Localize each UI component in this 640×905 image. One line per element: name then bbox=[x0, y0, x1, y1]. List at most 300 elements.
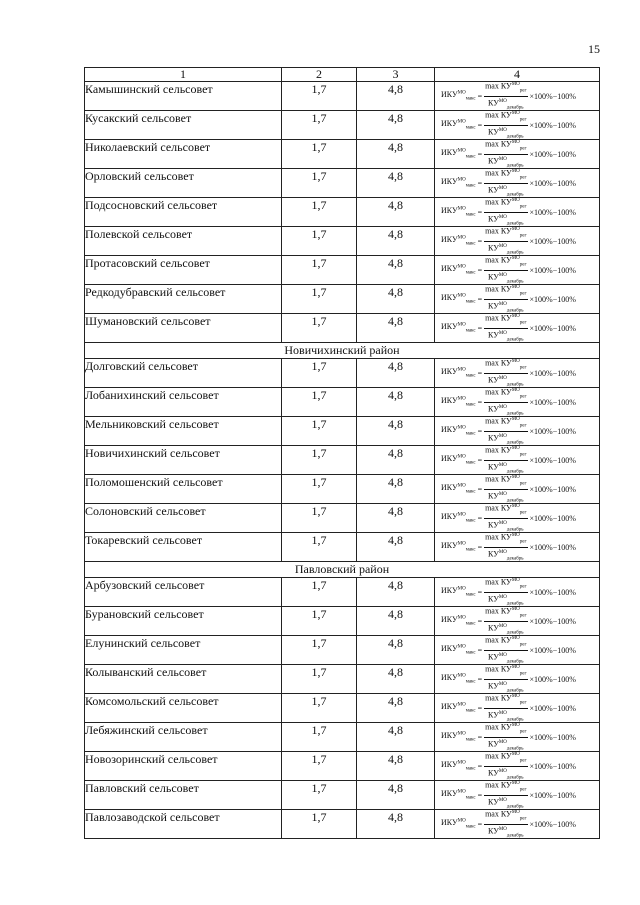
formula-fraction bbox=[484, 502, 527, 534]
formula-equals: = bbox=[477, 819, 483, 829]
formula-cell bbox=[435, 82, 600, 111]
value-col-3: 4,8 bbox=[357, 285, 435, 314]
value-col-3: 4,8 bbox=[357, 607, 435, 636]
formula-equals: = bbox=[477, 323, 483, 333]
settlement-name: Полевской сельсовет bbox=[85, 227, 282, 256]
formula-cell bbox=[435, 256, 600, 285]
formula-cell bbox=[435, 140, 600, 169]
value-col-3: 4,8 bbox=[357, 140, 435, 169]
index-formula bbox=[435, 533, 599, 561]
formula-tail: ×100%−100% bbox=[529, 616, 576, 626]
value-col-2: 1,7 bbox=[282, 446, 357, 475]
formula-numerator: $\max КУ^{МО}_{рег}$ bbox=[484, 386, 527, 402]
table-row bbox=[85, 256, 600, 285]
value-col-2: 1,7 bbox=[282, 781, 357, 810]
formula-tail: ×100%−100% bbox=[529, 323, 576, 333]
value-col-2: 1,7 bbox=[282, 504, 357, 533]
formula-tail: ×100%−100% bbox=[529, 178, 576, 188]
formula-lhs: $ИКУ^{МО}_{макс}$ bbox=[441, 702, 476, 714]
formula-equals: = bbox=[477, 426, 483, 436]
formula-equals: = bbox=[477, 265, 483, 275]
index-formula bbox=[435, 169, 599, 197]
value-col-3: 4,8 bbox=[357, 723, 435, 752]
value-col-2: 1,7 bbox=[282, 82, 357, 111]
formula-equals: = bbox=[477, 616, 483, 626]
formula-fraction bbox=[484, 196, 527, 228]
value-col-2: 1,7 bbox=[282, 665, 357, 694]
formula-equals: = bbox=[477, 645, 483, 655]
formula-lhs: $ИКУ^{МО}_{макс}$ bbox=[441, 615, 476, 627]
table-row bbox=[85, 504, 600, 533]
index-formula bbox=[435, 111, 599, 139]
index-formula bbox=[435, 227, 599, 255]
formula-denominator: $КУ^{МО}_{декабрь}$ bbox=[488, 491, 524, 503]
region-header-row bbox=[85, 562, 600, 578]
table-row bbox=[85, 533, 600, 562]
header-col-3: 3 bbox=[357, 68, 435, 82]
formula-tail: ×100%−100% bbox=[529, 703, 576, 713]
formula-denominator: $КУ^{МО}_{декабрь}$ bbox=[488, 330, 524, 342]
formula-equals: = bbox=[477, 207, 483, 217]
formula-cell bbox=[435, 810, 600, 839]
settlement-name: Шумановский сельсовет bbox=[85, 314, 282, 343]
value-col-2: 1,7 bbox=[282, 388, 357, 417]
formula-cell bbox=[435, 752, 600, 781]
table-row bbox=[85, 82, 600, 111]
value-col-2: 1,7 bbox=[282, 256, 357, 285]
settlement-name: Протасовский сельсовет bbox=[85, 256, 282, 285]
formula-denominator: $КУ^{МО}_{декабрь}$ bbox=[488, 549, 524, 561]
formula-denominator: $КУ^{МО}_{декабрь}$ bbox=[488, 214, 524, 226]
formula-numerator: $\max КУ^{МО}_{рег}$ bbox=[484, 138, 527, 154]
value-col-3: 4,8 bbox=[357, 752, 435, 781]
formula-lhs: $ИКУ^{МО}_{макс}$ bbox=[441, 206, 476, 218]
value-col-3: 4,8 bbox=[357, 198, 435, 227]
table-row bbox=[85, 446, 600, 475]
formula-fraction bbox=[484, 444, 527, 476]
index-formula bbox=[435, 810, 599, 838]
formula-cell bbox=[435, 578, 600, 607]
value-col-2: 1,7 bbox=[282, 533, 357, 562]
value-col-2: 1,7 bbox=[282, 694, 357, 723]
index-formula bbox=[435, 781, 599, 809]
settlement-name: Солоновский сельсовет bbox=[85, 504, 282, 533]
formula-fraction bbox=[484, 692, 527, 724]
page-number: 15 bbox=[588, 42, 600, 56]
formula-numerator: $\max КУ^{МО}_{рег}$ bbox=[484, 444, 527, 460]
value-col-3: 4,8 bbox=[357, 446, 435, 475]
table-row bbox=[85, 417, 600, 446]
index-formula bbox=[435, 475, 599, 503]
formula-cell bbox=[435, 388, 600, 417]
formula-equals: = bbox=[477, 674, 483, 684]
formula-equals: = bbox=[477, 91, 483, 101]
formula-tail: ×100%−100% bbox=[529, 207, 576, 217]
value-col-3: 4,8 bbox=[357, 475, 435, 504]
settlement-name: Павловский сельсовет bbox=[85, 781, 282, 810]
formula-tail: ×100%−100% bbox=[529, 236, 576, 246]
header-col-4: 4 bbox=[435, 68, 600, 82]
formula-cell bbox=[435, 359, 600, 388]
formula-lhs: $ИКУ^{МО}_{макс}$ bbox=[441, 818, 476, 830]
formula-fraction bbox=[484, 808, 527, 840]
formula-cell bbox=[435, 504, 600, 533]
formula-equals: = bbox=[477, 513, 483, 523]
formula-numerator: $\max КУ^{МО}_{рег}$ bbox=[484, 531, 527, 547]
settlement-name: Колыванский сельсовет bbox=[85, 665, 282, 694]
formula-fraction bbox=[484, 357, 527, 389]
index-formula bbox=[435, 198, 599, 226]
formula-numerator: $\max КУ^{МО}_{рег}$ bbox=[484, 576, 527, 592]
settlement-name: Камышинский сельсовет bbox=[85, 82, 282, 111]
formula-tail: ×100%−100% bbox=[529, 674, 576, 684]
formula-fraction bbox=[484, 167, 527, 199]
formula-equals: = bbox=[477, 236, 483, 246]
value-col-2: 1,7 bbox=[282, 723, 357, 752]
formula-tail: ×100%−100% bbox=[529, 542, 576, 552]
formula-lhs: $ИКУ^{МО}_{макс}$ bbox=[441, 541, 476, 553]
table-row bbox=[85, 810, 600, 839]
index-formula bbox=[435, 446, 599, 474]
formula-cell bbox=[435, 607, 600, 636]
formula-cell bbox=[435, 694, 600, 723]
formula-tail: ×100%−100% bbox=[529, 587, 576, 597]
formula-lhs: $ИКУ^{МО}_{макс}$ bbox=[441, 293, 476, 305]
value-col-2: 1,7 bbox=[282, 227, 357, 256]
formula-fraction bbox=[484, 80, 527, 112]
formula-tail: ×100%−100% bbox=[529, 732, 576, 742]
formula-cell bbox=[435, 169, 600, 198]
table-row bbox=[85, 578, 600, 607]
value-col-3: 4,8 bbox=[357, 359, 435, 388]
table-row bbox=[85, 694, 600, 723]
formula-equals: = bbox=[477, 790, 483, 800]
settlement-name: Новичихинский сельсовет bbox=[85, 446, 282, 475]
formula-denominator: $КУ^{МО}_{декабрь}$ bbox=[488, 826, 524, 838]
table-row bbox=[85, 607, 600, 636]
formula-equals: = bbox=[477, 761, 483, 771]
formula-equals: = bbox=[477, 294, 483, 304]
table-body bbox=[85, 82, 600, 839]
index-formula bbox=[435, 504, 599, 532]
table-row bbox=[85, 111, 600, 140]
settlement-name: Долговский сельсовет bbox=[85, 359, 282, 388]
formula-denominator: $КУ^{МО}_{декабрь}$ bbox=[488, 768, 524, 780]
header-col-2: 2 bbox=[282, 68, 357, 82]
formula-fraction bbox=[484, 225, 527, 257]
formula-fraction bbox=[484, 283, 527, 315]
formula-cell bbox=[435, 475, 600, 504]
formula-numerator: $\max КУ^{МО}_{рег}$ bbox=[484, 225, 527, 241]
formula-equals: = bbox=[477, 149, 483, 159]
formula-lhs: $ИКУ^{МО}_{макс}$ bbox=[441, 454, 476, 466]
formula-equals: = bbox=[477, 703, 483, 713]
formula-fraction bbox=[484, 254, 527, 286]
formula-lhs: $ИКУ^{МО}_{макс}$ bbox=[441, 760, 476, 772]
formula-cell bbox=[435, 723, 600, 752]
table-row bbox=[85, 285, 600, 314]
settlement-name: Николаевский сельсовет bbox=[85, 140, 282, 169]
settlement-name: Поломошенский сельсовет bbox=[85, 475, 282, 504]
index-formula bbox=[435, 578, 599, 606]
index-formula bbox=[435, 607, 599, 635]
settlement-name: Редкодубравский сельсовет bbox=[85, 285, 282, 314]
value-col-2: 1,7 bbox=[282, 417, 357, 446]
formula-lhs: $ИКУ^{МО}_{макс}$ bbox=[441, 644, 476, 656]
table-row bbox=[85, 781, 600, 810]
index-formula bbox=[435, 752, 599, 780]
formula-denominator: $КУ^{МО}_{декабрь}$ bbox=[488, 301, 524, 313]
formula-tail: ×100%−100% bbox=[529, 91, 576, 101]
formula-denominator: $КУ^{МО}_{декабрь}$ bbox=[488, 797, 524, 809]
value-col-3: 4,8 bbox=[357, 388, 435, 417]
formula-numerator: $\max КУ^{МО}_{рег}$ bbox=[484, 721, 527, 737]
formula-numerator: $\max КУ^{МО}_{рег}$ bbox=[484, 605, 527, 621]
formula-lhs: $ИКУ^{МО}_{макс}$ bbox=[441, 673, 476, 685]
region-header-row bbox=[85, 343, 600, 359]
formula-numerator: $\max КУ^{МО}_{рег}$ bbox=[484, 283, 527, 299]
formula-tail: ×100%−100% bbox=[529, 645, 576, 655]
formula-cell bbox=[435, 417, 600, 446]
value-col-3: 4,8 bbox=[357, 665, 435, 694]
formula-equals: = bbox=[477, 455, 483, 465]
formula-tail: ×100%−100% bbox=[529, 397, 576, 407]
formula-fraction bbox=[484, 576, 527, 608]
formula-equals: = bbox=[477, 397, 483, 407]
formula-denominator: $КУ^{МО}_{декабрь}$ bbox=[488, 156, 524, 168]
formula-cell bbox=[435, 636, 600, 665]
value-col-2: 1,7 bbox=[282, 198, 357, 227]
index-formula bbox=[435, 636, 599, 664]
value-col-3: 4,8 bbox=[357, 417, 435, 446]
index-formula bbox=[435, 417, 599, 445]
index-formula bbox=[435, 359, 599, 387]
formula-denominator: $КУ^{МО}_{декабрь}$ bbox=[488, 739, 524, 751]
formula-cell bbox=[435, 533, 600, 562]
value-col-2: 1,7 bbox=[282, 607, 357, 636]
settlement-name: Комсомольский сельсовет bbox=[85, 694, 282, 723]
formula-lhs: $ИКУ^{МО}_{макс}$ bbox=[441, 396, 476, 408]
index-formula bbox=[435, 285, 599, 313]
table-row bbox=[85, 314, 600, 343]
formula-fraction bbox=[484, 605, 527, 637]
settlement-name: Лебяжинский сельсовет bbox=[85, 723, 282, 752]
formula-equals: = bbox=[477, 178, 483, 188]
formula-lhs: $ИКУ^{МО}_{макс}$ bbox=[441, 425, 476, 437]
formula-numerator: $\max КУ^{МО}_{рег}$ bbox=[484, 196, 527, 212]
region-name: Павловский район bbox=[85, 562, 600, 578]
settlement-name: Мельниковский сельсовет bbox=[85, 417, 282, 446]
formula-denominator: $КУ^{МО}_{декабрь}$ bbox=[488, 594, 524, 606]
table-row bbox=[85, 359, 600, 388]
formula-tail: ×100%−100% bbox=[529, 265, 576, 275]
formula-numerator: $\max КУ^{МО}_{рег}$ bbox=[484, 254, 527, 270]
formula-lhs: $ИКУ^{МО}_{макс}$ bbox=[441, 264, 476, 276]
value-col-3: 4,8 bbox=[357, 781, 435, 810]
value-col-3: 4,8 bbox=[357, 169, 435, 198]
formula-tail: ×100%−100% bbox=[529, 294, 576, 304]
index-formula bbox=[435, 256, 599, 284]
formula-lhs: $ИКУ^{МО}_{макс}$ bbox=[441, 235, 476, 247]
formula-fraction bbox=[484, 386, 527, 418]
formula-cell bbox=[435, 665, 600, 694]
formula-lhs: $ИКУ^{МО}_{макс}$ bbox=[441, 483, 476, 495]
formula-denominator: $КУ^{МО}_{декабрь}$ bbox=[488, 404, 524, 416]
table-row bbox=[85, 475, 600, 504]
table-row bbox=[85, 388, 600, 417]
index-formula bbox=[435, 140, 599, 168]
formula-numerator: $\max КУ^{МО}_{рег}$ bbox=[484, 502, 527, 518]
formula-tail: ×100%−100% bbox=[529, 790, 576, 800]
value-col-2: 1,7 bbox=[282, 475, 357, 504]
value-col-2: 1,7 bbox=[282, 752, 357, 781]
formula-denominator: $КУ^{МО}_{декабрь}$ bbox=[488, 623, 524, 635]
formula-denominator: $КУ^{МО}_{декабрь}$ bbox=[488, 433, 524, 445]
formula-lhs: $ИКУ^{МО}_{макс}$ bbox=[441, 731, 476, 743]
formula-fraction bbox=[484, 473, 527, 505]
formula-lhs: $ИКУ^{МО}_{макс}$ bbox=[441, 148, 476, 160]
header-col-1: 1 bbox=[85, 68, 282, 82]
formula-denominator: $КУ^{МО}_{декабрь}$ bbox=[488, 272, 524, 284]
table-row bbox=[85, 752, 600, 781]
settlement-name: Бурановский сельсовет bbox=[85, 607, 282, 636]
value-col-2: 1,7 bbox=[282, 578, 357, 607]
formula-cell bbox=[435, 227, 600, 256]
formula-cell bbox=[435, 781, 600, 810]
value-col-2: 1,7 bbox=[282, 140, 357, 169]
formula-numerator: $\max КУ^{МО}_{рег}$ bbox=[484, 357, 527, 373]
table-row bbox=[85, 198, 600, 227]
value-col-3: 4,8 bbox=[357, 314, 435, 343]
formula-denominator: $КУ^{МО}_{декабрь}$ bbox=[488, 520, 524, 532]
formula-cell bbox=[435, 446, 600, 475]
formula-numerator: $\max КУ^{МО}_{рег}$ bbox=[484, 663, 527, 679]
index-formula bbox=[435, 694, 599, 722]
formula-denominator: $КУ^{МО}_{декабрь}$ bbox=[488, 710, 524, 722]
formula-tail: ×100%−100% bbox=[529, 120, 576, 130]
value-col-2: 1,7 bbox=[282, 359, 357, 388]
formula-tail: ×100%−100% bbox=[529, 819, 576, 829]
formula-lhs: $ИКУ^{МО}_{макс}$ bbox=[441, 512, 476, 524]
settlement-name: Подсосновский сельсовет bbox=[85, 198, 282, 227]
formula-lhs: $ИКУ^{МО}_{макс}$ bbox=[441, 586, 476, 598]
formula-denominator: $КУ^{МО}_{декабрь}$ bbox=[488, 652, 524, 664]
formula-lhs: $ИКУ^{МО}_{макс}$ bbox=[441, 177, 476, 189]
formula-numerator: $\max КУ^{МО}_{рег}$ bbox=[484, 415, 527, 431]
value-col-2: 1,7 bbox=[282, 285, 357, 314]
formula-numerator: $\max КУ^{МО}_{рег}$ bbox=[484, 750, 527, 766]
formula-fraction bbox=[484, 721, 527, 753]
formula-denominator: $КУ^{МО}_{декабрь}$ bbox=[488, 681, 524, 693]
formula-cell bbox=[435, 198, 600, 227]
value-col-2: 1,7 bbox=[282, 169, 357, 198]
formula-equals: = bbox=[477, 587, 483, 597]
table-row bbox=[85, 723, 600, 752]
value-col-3: 4,8 bbox=[357, 82, 435, 111]
formula-numerator: $\max КУ^{МО}_{рег}$ bbox=[484, 312, 527, 328]
settlement-name: Арбузовский сельсовет bbox=[85, 578, 282, 607]
table-row bbox=[85, 636, 600, 665]
formula-tail: ×100%−100% bbox=[529, 368, 576, 378]
formula-numerator: $\max КУ^{МО}_{рег}$ bbox=[484, 634, 527, 650]
value-col-3: 4,8 bbox=[357, 694, 435, 723]
index-formula bbox=[435, 314, 599, 342]
formula-fraction bbox=[484, 750, 527, 782]
settlement-name: Елунинский сельсовет bbox=[85, 636, 282, 665]
settlement-name: Орловский сельсовет bbox=[85, 169, 282, 198]
formula-fraction bbox=[484, 663, 527, 695]
tariff-table bbox=[84, 67, 600, 839]
formula-numerator: $\max КУ^{МО}_{рег}$ bbox=[484, 779, 527, 795]
region-name: Новичихинский район bbox=[85, 343, 600, 359]
formula-cell bbox=[435, 285, 600, 314]
index-formula bbox=[435, 388, 599, 416]
settlement-name: Кусакский сельсовет bbox=[85, 111, 282, 140]
formula-fraction bbox=[484, 109, 527, 141]
formula-tail: ×100%−100% bbox=[529, 484, 576, 494]
value-col-2: 1,7 bbox=[282, 314, 357, 343]
formula-lhs: $ИКУ^{МО}_{макс}$ bbox=[441, 90, 476, 102]
formula-lhs: $ИКУ^{МО}_{макс}$ bbox=[441, 322, 476, 334]
formula-equals: = bbox=[477, 120, 483, 130]
formula-numerator: $\max КУ^{МО}_{рег}$ bbox=[484, 473, 527, 489]
formula-fraction bbox=[484, 415, 527, 447]
formula-fraction bbox=[484, 531, 527, 563]
formula-denominator: $КУ^{МО}_{декабрь}$ bbox=[488, 185, 524, 197]
table-row bbox=[85, 227, 600, 256]
settlement-name: Павлозаводской сельсовет bbox=[85, 810, 282, 839]
formula-lhs: $ИКУ^{МО}_{макс}$ bbox=[441, 367, 476, 379]
formula-denominator: $КУ^{МО}_{декабрь}$ bbox=[488, 462, 524, 474]
table-row bbox=[85, 140, 600, 169]
settlement-name: Токаревский сельсовет bbox=[85, 533, 282, 562]
formula-denominator: $КУ^{МО}_{декабрь}$ bbox=[488, 375, 524, 387]
formula-denominator: $КУ^{МО}_{декабрь}$ bbox=[488, 243, 524, 255]
table-row bbox=[85, 665, 600, 694]
value-col-2: 1,7 bbox=[282, 636, 357, 665]
value-col-3: 4,8 bbox=[357, 504, 435, 533]
formula-lhs: $ИКУ^{МО}_{макс}$ bbox=[441, 789, 476, 801]
formula-cell bbox=[435, 111, 600, 140]
index-formula bbox=[435, 723, 599, 751]
formula-tail: ×100%−100% bbox=[529, 455, 576, 465]
formula-equals: = bbox=[477, 732, 483, 742]
formula-tail: ×100%−100% bbox=[529, 513, 576, 523]
settlement-name: Новозоринский сельсовет bbox=[85, 752, 282, 781]
formula-fraction bbox=[484, 634, 527, 666]
formula-tail: ×100%−100% bbox=[529, 761, 576, 771]
formula-tail: ×100%−100% bbox=[529, 149, 576, 159]
formula-numerator: $\max КУ^{МО}_{рег}$ bbox=[484, 808, 527, 824]
index-formula bbox=[435, 665, 599, 693]
formula-numerator: $\max КУ^{МО}_{рег}$ bbox=[484, 109, 527, 125]
formula-lhs: $ИКУ^{МО}_{макс}$ bbox=[441, 119, 476, 131]
formula-equals: = bbox=[477, 484, 483, 494]
value-col-3: 4,8 bbox=[357, 533, 435, 562]
settlement-name: Лобанихинский сельсовет bbox=[85, 388, 282, 417]
value-col-3: 4,8 bbox=[357, 227, 435, 256]
formula-tail: ×100%−100% bbox=[529, 426, 576, 436]
formula-fraction bbox=[484, 312, 527, 344]
value-col-3: 4,8 bbox=[357, 636, 435, 665]
formula-numerator: $\max КУ^{МО}_{рег}$ bbox=[484, 167, 527, 183]
value-col-3: 4,8 bbox=[357, 810, 435, 839]
value-col-3: 4,8 bbox=[357, 111, 435, 140]
formula-numerator: $\max КУ^{МО}_{рег}$ bbox=[484, 80, 527, 96]
formula-denominator: $КУ^{МО}_{декабрь}$ bbox=[488, 127, 524, 139]
formula-fraction bbox=[484, 138, 527, 170]
formula-equals: = bbox=[477, 542, 483, 552]
